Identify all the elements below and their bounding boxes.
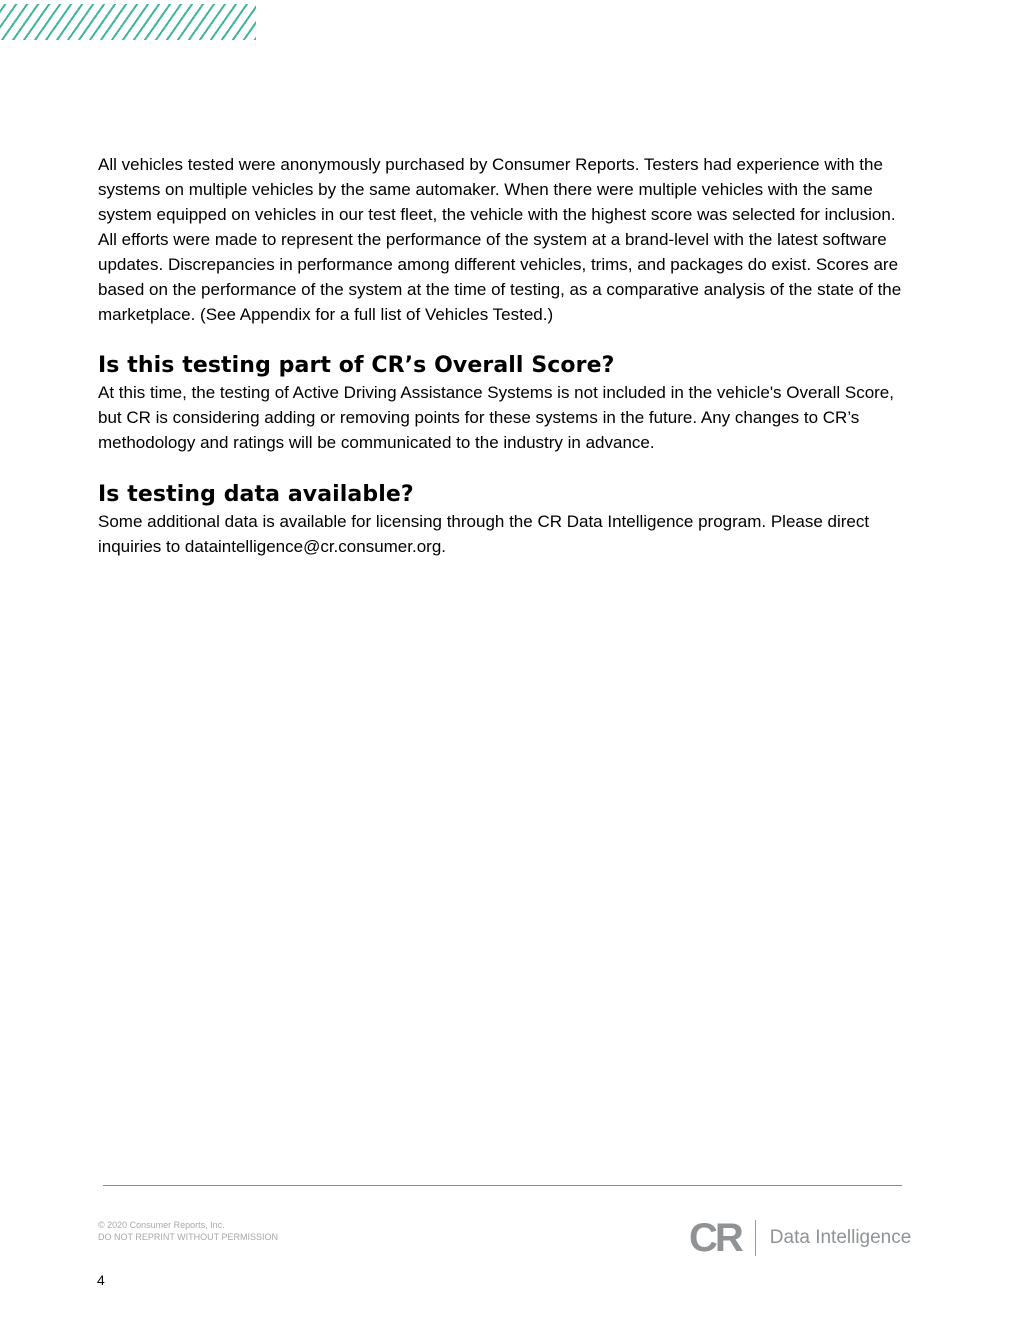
reprint-notice: DO NOT REPRINT WITHOUT PERMISSION <box>98 1232 279 1242</box>
cr-logo-mark: CR <box>689 1216 741 1260</box>
section-heading-overall-score: Is this testing part of CR’s Overall Score? <box>98 353 615 378</box>
logo-wordmark: Data Intelligence <box>769 1227 912 1248</box>
page-content <box>98 152 908 559</box>
decorative-hatch-stripe <box>0 4 256 40</box>
footer-divider <box>103 1185 902 1186</box>
cr-data-intelligence-logo <box>689 1216 912 1260</box>
section-body-overall-score: At this time, the testing of Active Driving Assistance Systems is not included in the vehicle's Overall Score, but CR is considering adding or removing points for these systems in the future. Any changes to CR’s methodology and ratings will be communicated to the industry in advance. <box>98 383 894 452</box>
page-number: 4 <box>97 1272 105 1288</box>
copyright-text: © 2020 Consumer Reports, Inc. <box>98 1220 225 1230</box>
section-body-testing-data: Some additional data is available for licensing through the CR Data Intelligence program. Please direct inquiries to dataintelligence@cr.consumer.org. <box>98 512 870 556</box>
section-heading-testing-data: Is testing data available? <box>98 482 414 507</box>
footer-legal <box>98 1219 278 1243</box>
intro-paragraph: All vehicles tested were anonymously purchased by Consumer Reports. Testers had experience with the systems on multiple vehicles by the same automaker. When there were multiple vehicles with the same system equipped on vehicles in our test fleet, the vehicle with the highest score was selected for inclusion. All efforts were made to represent the performance of the system at a brand-level with the latest software updates. Discrepancies in performance among different vehicles, trims, and packages do exist. Scores are based on the performance of the system at the time of testing, as a comparative analysis of the state of the marketplace. (See Appendix for a full list of Vehicles Tested.) <box>98 155 902 324</box>
logo-separator <box>755 1220 756 1256</box>
